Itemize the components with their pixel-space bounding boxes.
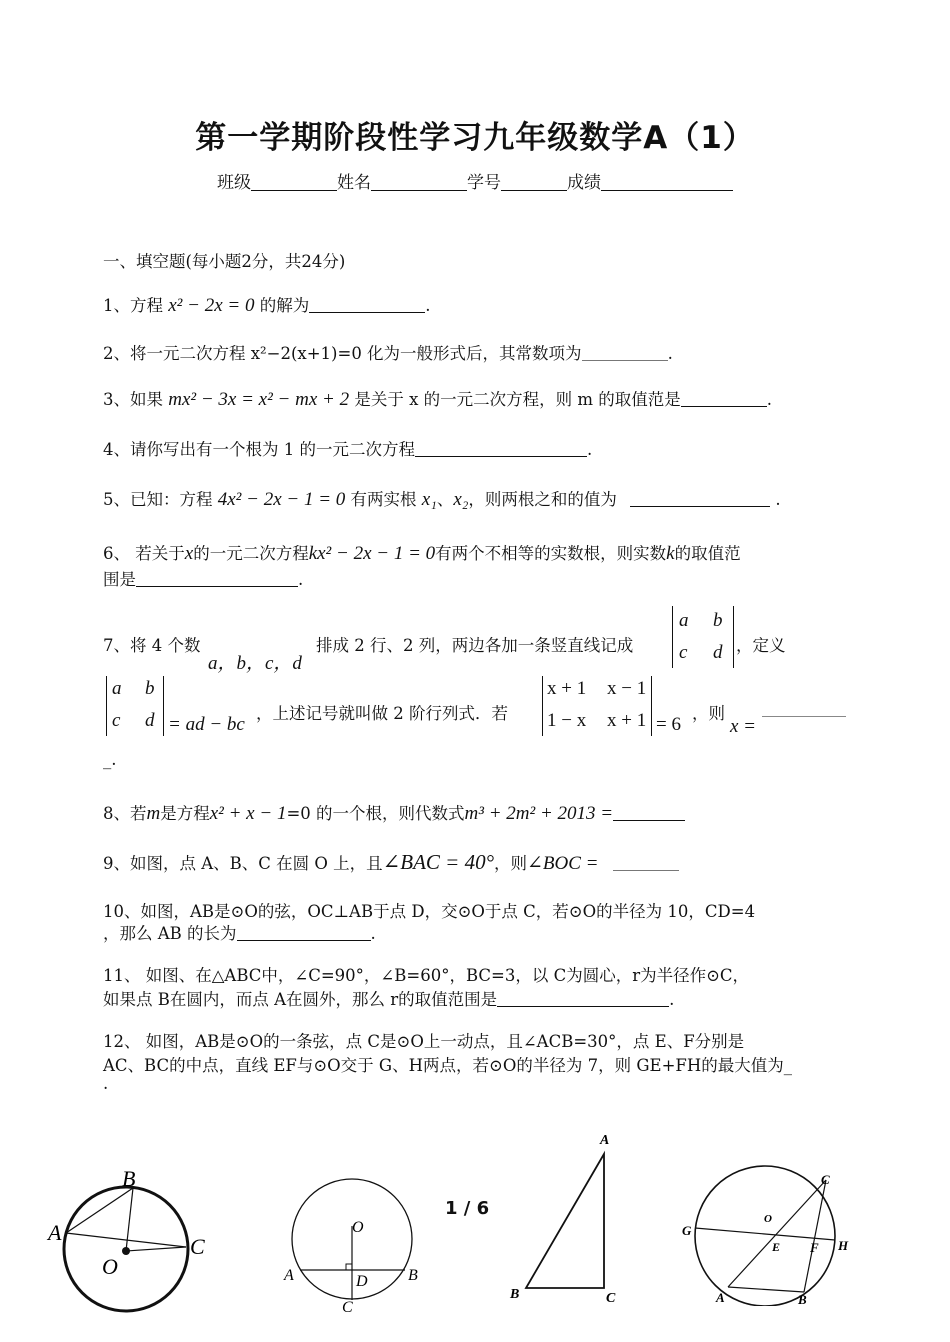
score-label: 成绩 [567,173,601,193]
q6-answer-blank [136,570,298,587]
q1-prefix: 1、方程 [103,296,163,315]
fig2-label-c: C [342,1299,353,1316]
fig3-label-a: A [600,1133,610,1148]
figure-q9-circle [40,1160,220,1320]
fig4-ac [728,1180,826,1287]
q2-text: 2、将一元二次方程 x²−2(x+1)=0 化为一般形式后，其常数项为 [103,344,582,363]
q7-tail: _. [103,750,117,769]
fig4-label-e: E [772,1240,781,1254]
q3-equation: mx² − 3x = x² − mx + 2 [168,389,350,410]
q7-m2-b: b [145,678,155,699]
q5-mid: 有两实根 [350,490,417,509]
q11-answer-blank [497,990,669,1007]
page-title: 第一学期阶段性学习九年级数学A（1） [195,120,755,156]
fig1-label-c: C [190,1234,205,1259]
q1-equation: x² − 2x = 0 [168,295,255,316]
fig4-ab [728,1287,804,1292]
q7-then: ，则 [692,704,725,723]
q1-answer-blank [309,296,425,313]
q2-end: . [667,344,673,363]
q3-answer-blank [681,390,767,407]
q7-answer-blank [762,716,846,717]
q8-prefix: 8、若 [103,804,147,823]
q7-mid: 排成 2 行、2 列，两边各加一条竖直线记成 [316,636,634,655]
class-field [251,172,337,191]
q3-end: . [766,390,773,409]
figure-q12-circle [676,1156,866,1306]
q1-end: . [425,296,431,315]
fig3-label-c: C [606,1291,616,1306]
q8-equation: x² + x − 1 [209,803,287,824]
question-5 [103,486,781,511]
q6-suffix: 的取值范 [674,544,741,563]
q7-m3-c: 1 − x [547,710,587,731]
q7-matrix-1 [672,606,734,668]
q5-answer-blank [630,490,770,507]
question-8 [103,800,685,825]
q7-matrix-2 [106,676,164,736]
question-12-line2: AC、BC的中点，直线 EF与⊙O交于 G、H两点，若⊙O的半径为 7，则 GE+FH的最大值为_ [103,1056,792,1075]
q9-mid: ，则 [494,854,527,873]
fig2-label-a: A [284,1267,294,1284]
q6-var-k: k [666,543,675,564]
q10-line2: ，那么 AB 的长为 [103,924,237,943]
q8-answer-blank [613,804,685,821]
fig4-label-h: H [838,1238,849,1253]
question-6-line2 [103,566,303,590]
q10-answer-blank [237,924,371,941]
question-6 [103,540,741,565]
question-12-line3: . [103,1074,109,1093]
question-3 [103,386,772,411]
q7-m2-a: a [112,678,122,699]
student-info-row [0,168,950,193]
score-field [601,172,733,191]
figure-q10-circle [280,1168,430,1318]
q1-suffix: 的解为 [259,296,310,315]
question-7 [103,632,201,656]
q11-line2: 如果点 B在圆内，而点 A在圆外，那么 r的取值范围是 [103,990,498,1009]
question-2 [103,340,673,364]
fig4-label-f: F [810,1240,819,1255]
q2-answer-blank [582,344,668,361]
q7-m3-d: x + 1 [607,710,647,731]
q7-mid2: ，上述记号就叫做 2 阶行列式．若 [256,704,508,723]
name-field [371,172,467,191]
q6-mid: 的一元二次方程 [193,544,309,563]
question-9 [103,850,679,875]
q6-end: . [298,570,304,589]
q8-mid: 是方程 [160,804,210,823]
q7-m-b: b [713,610,723,631]
q7-matrix-3 [542,676,652,736]
fig2-right-angle [346,1264,352,1270]
fig4-label-c: C [821,1172,830,1187]
q7-m2-d: d [145,710,155,731]
q6-prefix: 6、 若关于 [103,544,185,563]
question-10: 10、如图，AB是⊙O的弦，OC⊥AB于点 D，交⊙O于点 C，若⊙O的半径为 10，CD=4 [103,902,756,921]
q7-definition: = ad − bc [168,714,245,735]
q4-text: 4、请你写出有一个根为 1 的一元二次方程 [103,440,415,459]
class-label: 班级 [217,173,251,193]
question-11-line2 [103,986,674,1010]
q7-x-equals: x = [730,716,757,737]
fig4-label-o: O [764,1213,772,1225]
q5-suffix: ，则两根之和的值为 [468,490,617,509]
page-number: 1 / 6 [445,1198,490,1219]
fig1-ac [66,1233,186,1247]
fig3-triangle [526,1154,604,1288]
fig1-center-dot [122,1247,130,1255]
fig1-label-b: B [122,1166,136,1191]
q6-mid2: 有两个不相等的实数根，则实数 [435,544,667,563]
question-1 [103,292,430,317]
q7-m-a: a [679,610,689,631]
q7-m3-a: x + 1 [547,678,587,699]
id-label: 学号 [467,173,501,193]
q7-numbers: a，b，c，d [208,653,302,674]
q7-m-c: c [679,642,688,663]
id-field [501,172,567,191]
fig2-label-b: B [408,1267,418,1284]
figure-q11-triangle [500,1130,630,1310]
fig4-label-a: A [716,1290,725,1305]
section-heading: 一、填空题(每小题2分，共24分) [103,252,346,271]
question-11: 11、 如图、在△ABC中，∠C=90°，∠B=60°，BC=3，以 C为圆心，r为半径作⊙C， [103,966,750,985]
q5-x1: x₁ [421,489,437,510]
q6-equation: kx² − 2x − 1 = 0 [308,543,436,564]
q3-prefix: 3、如果 [103,390,163,409]
q4-answer-blank [415,440,587,457]
q5-equation: 4x² − 2x − 1 = 0 [217,489,346,510]
q9-angle-boc: ∠BOC = [527,853,599,874]
q9-angle-bac: ∠BAC = 40° [382,850,494,874]
q10-end: . [370,924,376,943]
fig3-label-b: B [510,1287,520,1302]
q9-prefix: 9、如图，点 A、B、C 在圆 O 上，且 [103,854,383,873]
q8-suffix: =0 的一个根，则代数式 [286,804,465,823]
fig1-label-a: A [48,1220,62,1245]
q6-line2: 围是 [103,570,136,589]
q7-m3-b: x − 1 [607,678,647,699]
fig4-label-g: G [682,1223,692,1238]
question-10-line2 [103,920,376,944]
q5-prefix: 5、已知：方程 [103,490,213,509]
q4-end: . [587,440,593,459]
q5-x2: x₂ [453,489,469,510]
fig1-oc [126,1247,186,1251]
fig2-label-d: D [356,1273,368,1290]
fig2-label-o: O [352,1219,364,1236]
q5-end: . [775,490,781,509]
q11-end: . [669,990,675,1009]
question-12: 12、 如图，AB是⊙O的一条弦，点 C是⊙O上一动点，且∠ACB=30°，点 E、F分别是 [103,1032,745,1051]
q8-var-m: m [146,803,161,824]
q6-var-x: x [184,543,194,564]
question-4 [103,436,592,460]
q7-m2-c: c [112,710,121,731]
q5-sep: 、 [436,490,454,509]
fig1-ob [126,1188,133,1251]
q9-answer-blank [613,854,679,871]
q7-m-d: d [713,642,723,663]
name-label: 姓名 [337,173,371,193]
q8-expression: m³ + 2m² + 2013 = [464,803,614,824]
q7-prefix: 7、将 4 个数 [103,636,201,655]
fig4-circle [695,1166,835,1306]
q7-equals-6: = 6 [656,714,681,735]
fig4-label-b: B [798,1292,807,1306]
q3-suffix: 是关于 x 的一元二次方程，则 m 的取值范是 [354,390,681,409]
fig1-label-o: O [102,1254,118,1279]
q7-suffix: ，定义 [736,636,786,655]
